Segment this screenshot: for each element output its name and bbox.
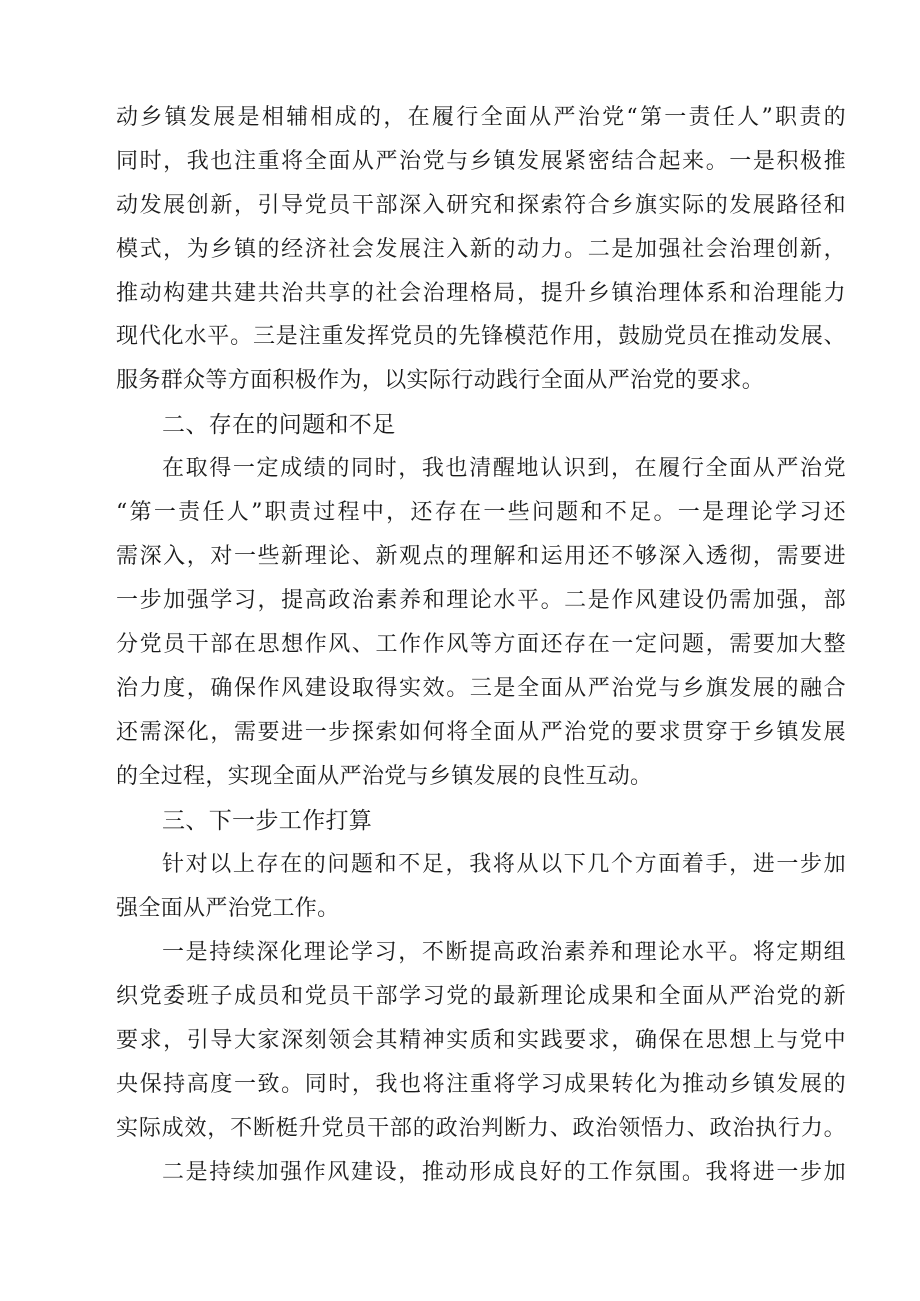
text-line: 二是持续加强作风建设，推动形成良好的工作氛围。我将进一步加 bbox=[162, 1160, 846, 1185]
text-line: 还需深化，需要进一步探索如何将全面从严治党的要求贯穿于乡镇发展 bbox=[116, 720, 846, 745]
section-heading: 二、存在的问题和不足 bbox=[162, 412, 396, 438]
text-line: 强全面从严治党工作。 bbox=[116, 896, 340, 921]
text-line: 动乡镇发展是相辅相成的，在履行全面从严治党“第一责任人”职责的 bbox=[116, 105, 846, 130]
text-line: 实际成效，不断梃升党员干部的政治判断力、政治领悟力、政治执行力。 bbox=[116, 1116, 846, 1141]
text-line: 模式，为乡镇的经济社会发展注入新的动力。二是加强社会治理创新， bbox=[116, 237, 846, 262]
text-line: 央保持高度一致。同时，我也将注重将学习成果转化为推动乡镇发展的 bbox=[116, 1072, 846, 1097]
text-line: 一是持续深化理论学习，不断提高政治素养和理论水平。将定期组 bbox=[162, 940, 846, 965]
text-line: 现代化水平。三是注重发挥党员的先锋模范作用，鼓励党员在推动发展、 bbox=[116, 324, 846, 349]
text-line: 治力度，确保作风建设取得实效。三是全面从严治党与乡旗发展的融合 bbox=[116, 676, 846, 701]
text-line: 动发展创新，引导党员干部深入研究和探索符合乡旗实际的发展路径和 bbox=[116, 193, 846, 218]
text-line: “第一责任人”职责过程中，还存在一些问题和不足。一是理论学习还 bbox=[116, 500, 846, 525]
text-line: 织党委班子成员和党员干部学习党的最新理论成果和全面从严治党的新 bbox=[116, 984, 846, 1009]
text-line: 在取得一定成绩的同时，我也清醒地认识到，在履行全面从严治党 bbox=[162, 456, 846, 481]
text-line: 要求，引导大家深刻领会其精神实质和实践要求，确保在思想上与党中 bbox=[116, 1028, 846, 1053]
text-line: 的全过程，实现全面从严治党与乡镇发展的良性互动。 bbox=[116, 764, 653, 789]
text-line: 推动构建共建共治共享的社会治理格局，提升乡镇治理体系和治理能力 bbox=[116, 281, 846, 306]
text-line: 针对以上存在的问题和不足，我将从以下几个方面着手，进一步加 bbox=[162, 852, 846, 877]
text-line: 需深入，对一些新理论、新观点的理解和运用还不够深入透彻，需要进 bbox=[116, 544, 846, 569]
text-line: 一步加强学习，提高政治素养和理论水平。二是作风建设仍需加强，部 bbox=[116, 588, 846, 613]
text-line: 分党员干部在思想作风、工作作风等方面还存在一定问题，需要加大整 bbox=[116, 632, 846, 657]
text-line: 服务群众等方面积极作为，以实际行动践行全面从严治党的要求。 bbox=[116, 368, 765, 393]
section-heading: 三、下一步工作打算 bbox=[162, 808, 373, 834]
text-line: 同时，我也注重将全面从严治党与乡镇发展紧密结合起来。一是积极推 bbox=[116, 149, 846, 174]
